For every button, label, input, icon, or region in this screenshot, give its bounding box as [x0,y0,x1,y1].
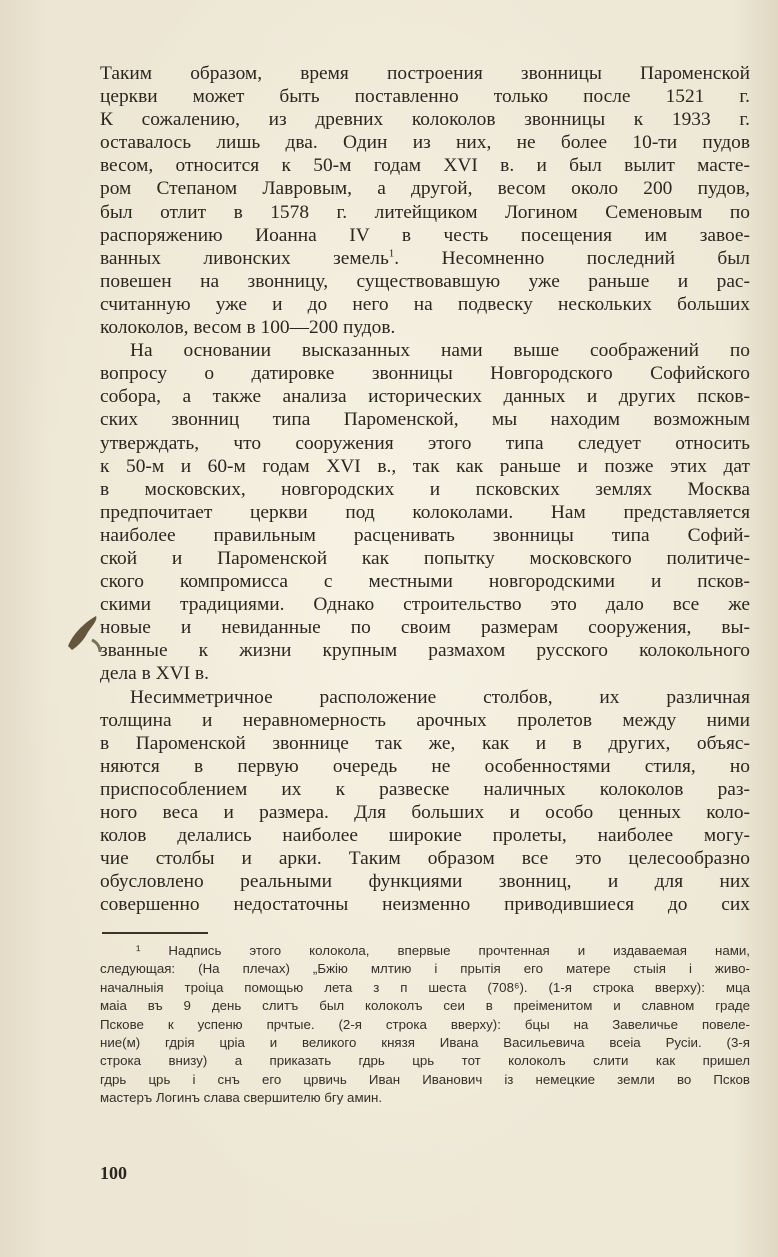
text-line: обусловлено реальными функциями звонниц, и для них [100,871,750,893]
text-line: к 50-м и 60-м годам XVI в., так как раньше и позже этих дат [100,455,750,477]
paragraph-2 [100,339,750,685]
text-line: считанную уже и до него на подвеску нескольких больших [100,293,750,315]
text-line: приспособлением их к развеске наличных колоколов раз- [100,778,750,800]
paragraph-3 [100,686,750,917]
text-line: Таким образом, время построения звонницы Пароменской [100,63,750,84]
text-line-with-footnote-ref [100,247,750,270]
text-line: няются в первую очередь не особенностями стиля, но [100,755,750,777]
text-line: совершенно недостаточны неизменно приводившиеся до сих [100,894,750,916]
footnote-line: мастеръ Логинъ слава свершителю бгу амин. [100,1090,383,1106]
footnote-line: ние(м) гдрія цріа и великого князя Ивана Васильевича всеіа Русіи. (3-я [100,1035,750,1051]
text-line: распоряжению Иоанна IV в честь посещения им завое- [100,224,750,246]
pencil-mark [62,612,102,656]
page-number: 100 [100,1163,127,1183]
footnote-reference[interactable]: 1 [388,247,395,260]
text-line: ских звонниц типа Пароменской, мы находим возможным [100,409,750,431]
footnote-line: строка внизу) а приказать гдрь црь тот колоколъ слити как пришел [100,1053,750,1069]
text-line: ской и Пароменской как попытку московского политиче- [100,547,750,569]
text-fragment: . Несомненно последний был [394,247,750,269]
footnote [100,942,750,1108]
text-line: был отлит в 1578 г. литейщиком Логином Семеновым по [100,201,750,223]
footnote-line: началныія троіца помощью лета з п шеста (708⁶). (1-я строка вверху): мца [100,979,750,995]
text-line: утверждать, что сооружения этого типа следует относить [100,432,750,454]
footnote-line: гдрь црь і снъ его црвичь Иван Иванович із немецкие земли во Псков [100,1071,750,1087]
text-line: предпочитает церкви под колоколами. Нам представляется [100,501,750,523]
text-line: колов делались наиболее широкие пролеты, наиболее могу- [100,825,750,847]
text-line: На основании высказанных нами выше соображений по [130,340,750,362]
text-line: в Пароменской звоннице так же, как и в других, объяс- [100,732,750,754]
text-line: дела в XVI в. [100,663,209,685]
text-line: церкви может быть поставленно только после 1521 г. [100,86,750,108]
text-line: оставалось лишь два. Один из них, не более 10-ти пудов [100,132,750,154]
text-line: К сожалению, из древних колоколов звонницы к 1933 г. [100,109,750,131]
main-text [100,62,750,916]
text-line: собора, а также анализа исторических данных и других псков- [100,386,750,408]
text-line: скими традициями. Однако строительство это дало все же [100,594,750,616]
text-line: званные к жизни крупным размахом русского колокольного [100,640,750,662]
text-line: новые и невиданные по своим размерам сооружения, вы- [100,617,750,639]
text-line: весом, относится к 50-м годам XVI в. и был вылит масте- [100,155,750,177]
text-line: наиболее правильным расценивать звонницы типа Софий- [100,524,750,546]
text-line: ром Степаном Лавровым, а другой, весом около 200 пудов, [100,178,750,200]
text-line: повешен на звонницу, существовавшую уже раньше и рас- [100,270,750,292]
text-line: ного веса и размера. Для больших и особо ценных коло- [100,802,750,823]
text-line: ского компромисса с местными новгородскими и псков- [100,571,750,593]
footnote-divider [102,932,208,934]
footnote-line: следующая: (На плечах) „Бжію млтию і прытія его матере стыія і живо- [100,961,750,977]
text-line: чие столбы и арки. Таким образом все это целесообразно [100,848,750,870]
text-line: колоколов, весом в 100—200 пудов. [100,317,396,339]
footnote-line: маіа въ 9 день слитъ был колоколъ сеи в преіменитом и славном граде [100,998,750,1014]
text-line: толщина и неравномерность арочных пролетов между ними [100,709,750,731]
footnote-line: ¹ Надпись этого колокола, впервые прочтенная и издаваемая нами, [136,943,750,958]
text-line: вопросу о датировке звонницы Новгородского Софийского [100,363,750,385]
text-fragment: ванных ливонских земель [100,247,389,269]
paragraph-1 [100,62,750,339]
text-line: в московских, новгородских и псковских землях Москва [100,478,750,500]
footnote-line: Пскове к успеню прчтые. (2-я строка вверху): бцы на Завеличье повеле- [100,1016,750,1032]
text-line: Несимметричное расположение столбов, их различная [130,686,750,708]
